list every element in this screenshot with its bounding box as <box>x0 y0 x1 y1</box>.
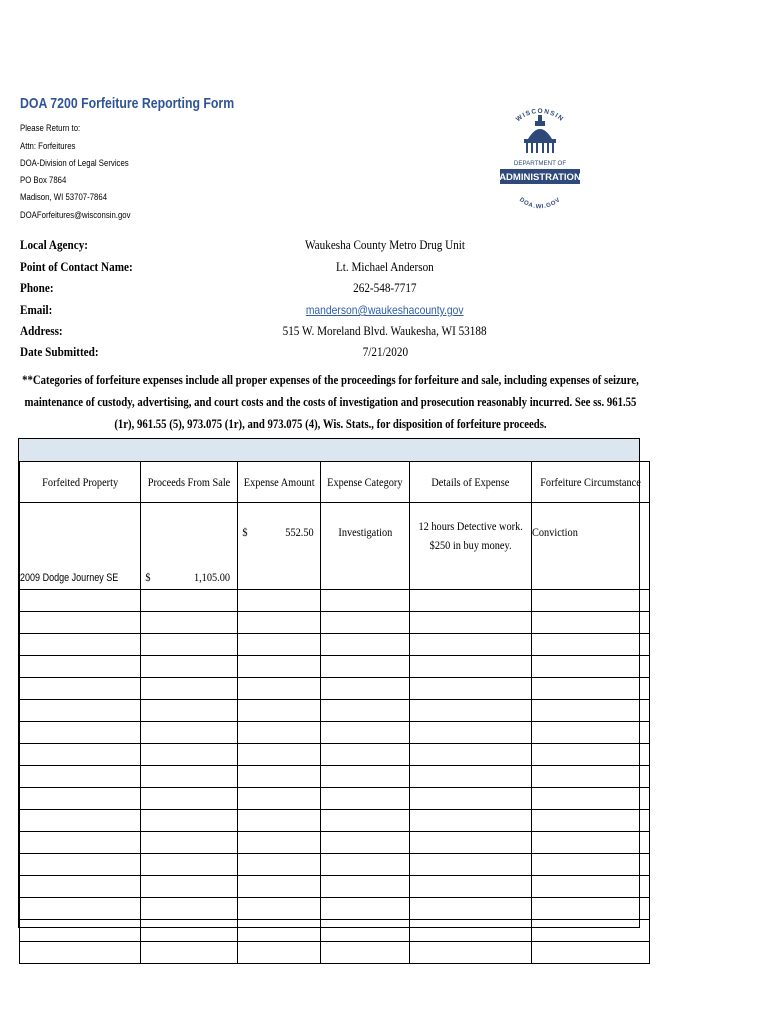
empty-cell[interactable] <box>20 766 141 788</box>
empty-cell[interactable] <box>532 634 650 656</box>
return-line: Attn: Forfeitures <box>20 141 76 152</box>
empty-cell[interactable] <box>409 590 531 612</box>
empty-cell[interactable] <box>237 612 320 634</box>
empty-cell[interactable] <box>532 832 650 854</box>
empty-cell[interactable] <box>20 722 141 744</box>
empty-cell[interactable] <box>237 788 320 810</box>
empty-cell[interactable] <box>409 634 531 656</box>
empty-cell[interactable] <box>532 678 650 700</box>
empty-cell[interactable] <box>532 898 650 920</box>
table-row <box>20 788 650 810</box>
logo-line2: ADMINISTRATION <box>499 172 581 183</box>
empty-cell[interactable] <box>532 942 650 964</box>
date-label: Date Submitted: <box>20 344 99 359</box>
empty-cell[interactable] <box>140 700 237 722</box>
empty-cell[interactable] <box>237 832 320 854</box>
empty-cell[interactable] <box>321 656 410 678</box>
empty-cell[interactable] <box>321 832 410 854</box>
col-proceeds-from-sale: Proceeds From Sale <box>140 462 237 503</box>
empty-cell[interactable] <box>321 722 410 744</box>
col-forfeiture-circumstance: Forfeiture Circumstance <box>532 462 650 503</box>
empty-cell[interactable] <box>409 920 531 942</box>
table-row <box>20 612 650 634</box>
empty-cell[interactable] <box>532 810 650 832</box>
empty-cell[interactable] <box>532 722 650 744</box>
col-expense-amount: Expense Amount <box>237 462 320 503</box>
return-line: Madison, WI 53707-7864 <box>20 192 108 203</box>
empty-cell[interactable] <box>321 854 410 876</box>
local-agency-value: Waukesha County Metro Drug Unit <box>305 237 465 252</box>
table-row <box>20 942 650 964</box>
return-line: DOA-Division of Legal Services <box>20 158 129 169</box>
empty-cell[interactable] <box>20 920 141 942</box>
table-row <box>20 854 650 876</box>
empty-cell[interactable] <box>20 678 141 700</box>
empty-cell[interactable] <box>237 744 320 766</box>
empty-cell[interactable] <box>409 942 531 964</box>
empty-cell[interactable] <box>20 788 141 810</box>
empty-cell[interactable] <box>321 744 410 766</box>
empty-cell[interactable] <box>237 656 320 678</box>
empty-cell[interactable] <box>409 788 531 810</box>
table-row <box>20 744 650 766</box>
empty-cell[interactable] <box>409 678 531 700</box>
empty-cell[interactable] <box>409 700 531 722</box>
table-row <box>20 503 650 590</box>
empty-cell[interactable] <box>532 854 650 876</box>
empty-cell[interactable] <box>20 590 141 612</box>
empty-cell[interactable] <box>532 656 650 678</box>
table-row <box>20 678 650 700</box>
table-row <box>20 656 650 678</box>
empty-cell[interactable] <box>20 832 141 854</box>
empty-cell[interactable] <box>321 612 410 634</box>
empty-cell[interactable] <box>140 788 237 810</box>
empty-cell[interactable] <box>20 854 141 876</box>
table-row <box>20 898 650 920</box>
empty-cell[interactable] <box>237 876 320 898</box>
table-header-row <box>20 462 650 503</box>
empty-cell[interactable] <box>20 810 141 832</box>
empty-cell[interactable] <box>409 898 531 920</box>
empty-cell[interactable] <box>140 898 237 920</box>
empty-cell[interactable] <box>409 612 531 634</box>
cell-expense-category[interactable]: Investigation <box>321 503 410 590</box>
empty-cell[interactable] <box>237 634 320 656</box>
empty-cell[interactable] <box>140 810 237 832</box>
empty-cell[interactable] <box>321 788 410 810</box>
table-row <box>20 810 650 832</box>
empty-cell[interactable] <box>237 854 320 876</box>
logo-bottom-text: DOA.WI.GOV <box>518 196 562 211</box>
col-expense-category: Expense Category <box>321 462 410 503</box>
empty-cell[interactable] <box>140 678 237 700</box>
empty-cell[interactable] <box>409 744 531 766</box>
form-title: DOA 7200 Forfeiture Reporting Form <box>20 95 235 112</box>
empty-cell[interactable] <box>20 942 141 964</box>
empty-cell[interactable] <box>321 678 410 700</box>
empty-cell[interactable] <box>321 876 410 898</box>
col-details-of-expense: Details of Expense <box>409 462 531 503</box>
empty-cell[interactable] <box>321 920 410 942</box>
empty-cell[interactable] <box>321 942 410 964</box>
empty-cell[interactable] <box>321 898 410 920</box>
address-value: 515 W. Moreland Blvd. Waukesha, WI 53188 <box>283 323 487 338</box>
expense-categories-note: **Categories of forfeiture expenses include all proper expenses of the proceedings for forfeiture and sale, including expenses of seizure, maintenance of custody, advertising, and court costs and the costs of investigation and prosecution reasonably incurred. See ss. 961.55 (1r), 961.55 (5), 973.075 (1r), and 973.075 (4), Wis. Stats., for disposition of forfeiture proceeds. <box>22 373 639 431</box>
empty-cell[interactable] <box>532 766 650 788</box>
empty-cell[interactable] <box>140 766 237 788</box>
empty-cell[interactable] <box>237 942 320 964</box>
empty-cell[interactable] <box>321 810 410 832</box>
empty-cell[interactable] <box>237 678 320 700</box>
empty-cell[interactable] <box>20 612 141 634</box>
local-agency-label: Local Agency: <box>20 237 89 252</box>
empty-cell[interactable] <box>409 854 531 876</box>
cell-expense-amount[interactable]: $ 552.50 <box>237 503 320 590</box>
phone-label: Phone: <box>20 280 54 295</box>
empty-cell[interactable] <box>140 722 237 744</box>
cell-circumstance[interactable]: Conviction <box>532 503 650 590</box>
empty-cell[interactable] <box>140 876 237 898</box>
empty-cell[interactable] <box>20 876 141 898</box>
cell-property[interactable]: 2009 Dodge Journey SE <box>20 503 141 590</box>
empty-cell[interactable] <box>237 810 320 832</box>
doa-logo <box>498 105 582 217</box>
table-header-band <box>19 439 639 462</box>
table-row <box>20 634 650 656</box>
logo-top-text: WISCONSIN <box>514 107 566 124</box>
col-forfeited-property: Forfeited Property <box>20 462 141 503</box>
empty-cell[interactable] <box>532 876 650 898</box>
table-row <box>20 920 650 942</box>
empty-cell[interactable] <box>532 788 650 810</box>
empty-cell[interactable] <box>140 744 237 766</box>
return-email[interactable]: DOAForfeitures@wisconsin.gov <box>20 210 131 221</box>
forfeiture-table <box>18 438 640 928</box>
empty-cell[interactable] <box>20 898 141 920</box>
empty-cell[interactable] <box>140 832 237 854</box>
phone-value: 262-548-7717 <box>353 280 417 295</box>
date-value: 7/21/2020 <box>362 344 408 359</box>
return-line: Please Return to: <box>20 123 81 134</box>
address-label: Address: <box>20 323 63 338</box>
table-row <box>20 876 650 898</box>
empty-cell[interactable] <box>140 854 237 876</box>
empty-cell[interactable] <box>237 700 320 722</box>
empty-cell[interactable] <box>532 700 650 722</box>
contact-label: Point of Contact Name: <box>20 259 133 274</box>
empty-cell[interactable] <box>140 942 237 964</box>
empty-cell[interactable] <box>20 700 141 722</box>
empty-cell[interactable] <box>409 722 531 744</box>
table-row <box>20 700 650 722</box>
empty-cell[interactable] <box>321 700 410 722</box>
empty-cell[interactable] <box>140 656 237 678</box>
empty-cell[interactable] <box>409 766 531 788</box>
empty-cell[interactable] <box>140 590 237 612</box>
empty-cell[interactable] <box>237 898 320 920</box>
empty-cell[interactable] <box>237 920 320 942</box>
empty-cell[interactable] <box>140 612 237 634</box>
empty-cell[interactable] <box>409 810 531 832</box>
email-label: Email: <box>20 302 53 317</box>
empty-cell[interactable] <box>237 766 320 788</box>
empty-cell[interactable] <box>140 634 237 656</box>
empty-cell[interactable] <box>20 656 141 678</box>
empty-cell[interactable] <box>321 590 410 612</box>
logo-line1: DEPARTMENT OF <box>513 160 567 167</box>
empty-cell[interactable] <box>20 744 141 766</box>
empty-cell[interactable] <box>409 876 531 898</box>
empty-cell[interactable] <box>409 656 531 678</box>
table-row <box>20 832 650 854</box>
empty-cell[interactable] <box>237 590 320 612</box>
cell-details[interactable]: 12 hours Detective work. $250 in buy money. <box>409 503 531 590</box>
empty-cell[interactable] <box>532 612 650 634</box>
table-row <box>20 590 650 612</box>
empty-cell[interactable] <box>321 634 410 656</box>
svg-text:DOA.WI.GOV <box>518 197 562 210</box>
empty-cell[interactable] <box>20 634 141 656</box>
empty-cell[interactable] <box>532 744 650 766</box>
return-line: PO Box 7864 <box>20 175 67 186</box>
empty-cell[interactable] <box>532 920 650 942</box>
contact-value: Lt. Michael Anderson <box>336 259 434 274</box>
empty-cell[interactable] <box>321 766 410 788</box>
empty-cell[interactable] <box>532 590 650 612</box>
email-link[interactable]: manderson@waukeshacounty.gov <box>306 303 464 317</box>
table-row <box>20 766 650 788</box>
empty-cell[interactable] <box>409 832 531 854</box>
empty-cell[interactable] <box>237 722 320 744</box>
cell-proceeds[interactable]: $ 1,105.00 <box>140 503 237 590</box>
table-row <box>20 722 650 744</box>
empty-cell[interactable] <box>140 920 237 942</box>
